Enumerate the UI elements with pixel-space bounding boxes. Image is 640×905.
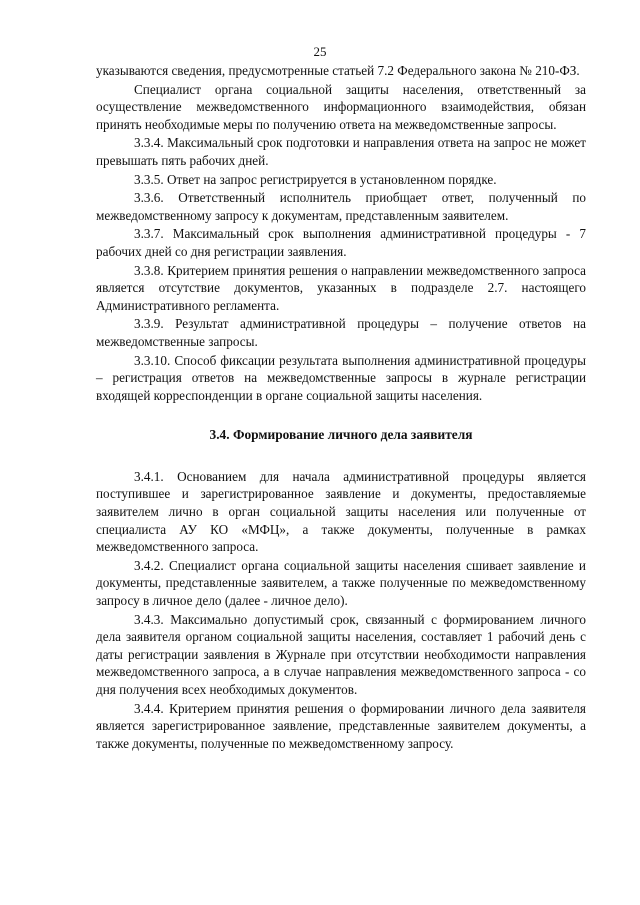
paragraph-3-4-1: 3.4.1. Основанием для начала административной процедуры является поступившее и зарегистрированное заявление и документы, предоставляемые заявителем лично в орган социальной защиты населения или полученные от специалиста АУ КО «МФЦ», а также документы, полученные в рамках межведомственного запроса. <box>96 468 586 555</box>
paragraph-3-3-7: 3.3.7. Максимальный срок выполнения административной процедуры - 7 рабочих дней со дня регистрации заявления. <box>96 226 586 259</box>
section-heading: 3.4. Формирование личного дела заявителя <box>209 427 473 443</box>
paragraph-3-4-3: 3.4.3. Максимально допустимый срок, связанный с формированием личного дела заявителя органом социальной защиты населения, составляет 1 рабочий день с даты регистрации заявления в Журнале при отсутствии необходимости направления межведомственного запроса, а в случае направления межведомственного запроса - со дня получения всех необходимых документов. <box>96 611 586 697</box>
paragraph-3-4-4: 3.4.4. Критерием принятия решения о формировании личного дела заявителя является зарегистрированное заявление, представленные заявителем документы, а также документы, полученные по межведомственному запросу. <box>96 700 586 751</box>
paragraph-3-3-5: 3.3.5. Ответ на запрос регистрируется в установленном порядке. <box>134 171 497 187</box>
paragraph-law-reference: указываются сведения, предусмотренные статьей 7.2 Федерального закона № 210-ФЗ. <box>96 63 580 78</box>
paragraph-3-3-9: 3.3.9. Результат административной процедуры – получение ответов на межведомственные запросы. <box>96 316 586 349</box>
paragraph-specialist-duty: Специалист органа социальной защиты населения, ответственный за осуществление межведомственного информационного взаимодействия, обязан принять необходимые меры по получению ответа на межведомственные запросы. <box>96 81 586 132</box>
page-number: 25 <box>313 44 327 59</box>
paragraph-3-3-4: 3.3.4. Максимальный срок подготовки и направления ответа на запрос не может превышать пять рабочих дней. <box>96 135 586 168</box>
paragraph-3-4-2: 3.4.2. Специалист органа социальной защиты населения сшивает заявление и документы, представленные заявителем, а также полученные по межведомственному запросу в личное дело (далее - личное дело). <box>96 557 586 609</box>
document-body <box>96 62 586 753</box>
paragraph-3-3-10: 3.3.10. Способ фиксации результата выполнения административной процедуры – регистрация ответов на межведомственные запросы в журнале регистрации входящей корреспонденции в органе социальной защиты населения. <box>96 352 586 403</box>
paragraph-3-3-6: 3.3.6. Ответственный исполнитель приобщает ответ, полученный по межведомственному запросу к документам, представленным заявителем. <box>96 190 586 223</box>
paragraph-3-3-8: 3.3.8. Критерием принятия решения о направлении межведомственного запроса является отсутствие документов, указанных в подразделе 2.7. настоящего Административного регламента. <box>96 262 586 313</box>
